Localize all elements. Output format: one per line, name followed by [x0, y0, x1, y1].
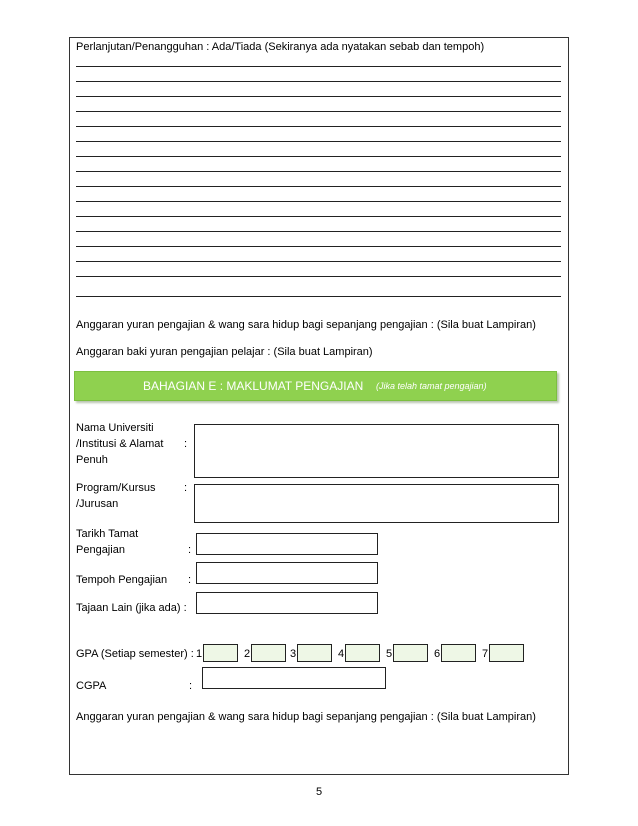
section-title: BAHAGIAN E : MAKLUMAT PENGAJIAN — [143, 379, 364, 393]
writing-line — [76, 246, 561, 247]
duration-colon: : — [188, 574, 192, 586]
writing-line — [76, 81, 561, 82]
university-input[interactable] — [194, 424, 559, 478]
gpa-semester-input[interactable] — [297, 644, 332, 662]
duration-label: Tempoh Pengajian — [76, 574, 168, 586]
gpa-semester-number: 2 — [244, 648, 251, 660]
gpa-semester-number: 4 — [338, 648, 345, 660]
sponsor-label: Tajaan Lain (jika ada) : — [76, 602, 187, 614]
writing-line — [76, 96, 561, 97]
sponsor-input[interactable] — [196, 592, 378, 614]
program-label-1: Program/Kursus — [76, 482, 156, 494]
gpa-label: GPA (Setiap semester) : — [76, 648, 194, 660]
writing-line — [76, 261, 561, 262]
graduation-date-input[interactable] — [196, 533, 378, 555]
gpa-semester-number: 3 — [290, 648, 297, 660]
page-frame — [69, 37, 569, 775]
writing-line — [76, 186, 561, 187]
graduation-label-1: Tarikh Tamat — [76, 528, 139, 540]
cgpa-colon: : — [189, 680, 193, 692]
writing-line — [76, 156, 561, 157]
footer-budget-line: Anggaran yuran pengajian & wang sara hidup bagi sepanjang pengajian : (Sila buat Lampiran) — [76, 711, 536, 723]
writing-line — [76, 201, 561, 202]
writing-line — [76, 216, 561, 217]
writing-line — [76, 171, 561, 172]
university-label-2: /Institusi & Alamat — [76, 438, 164, 450]
section-note: (Jika telah tamat pengajian) — [376, 381, 487, 391]
writing-line — [76, 141, 561, 142]
continuation-label: Perlanjutan/Penangguhan : Ada/Tiada (Sekiranya ada nyatakan sebab dan tempoh) — [76, 41, 485, 53]
graduation-label-2: Pengajian — [76, 544, 125, 556]
program-input[interactable] — [194, 484, 559, 523]
gpa-semester-input[interactable] — [251, 644, 286, 662]
program-colon: : — [184, 482, 188, 494]
writing-line — [76, 276, 561, 277]
gpa-semester-number: 6 — [434, 648, 441, 660]
page-number: 5 — [315, 786, 323, 798]
cgpa-input[interactable] — [202, 667, 386, 689]
gpa-semester-input[interactable] — [489, 644, 524, 662]
writing-line — [76, 66, 561, 67]
gpa-semester-input[interactable] — [393, 644, 428, 662]
university-colon: : — [184, 438, 188, 450]
writing-line — [76, 126, 561, 127]
university-label-3: Penuh — [76, 454, 108, 466]
gpa-semester-number: 5 — [386, 648, 393, 660]
gpa-semester-input[interactable] — [441, 644, 476, 662]
gpa-semester-input[interactable] — [345, 644, 380, 662]
budget-line: Anggaran yuran pengajian & wang sara hidup bagi sepanjang pengajian : (Sila buat Lampiran) — [76, 319, 536, 331]
graduation-colon: : — [188, 544, 192, 556]
gpa-semester-number: 1 — [196, 648, 203, 660]
gpa-semester-number: 7 — [482, 648, 489, 660]
writing-line — [76, 296, 561, 297]
balance-line: Anggaran baki yuran pengajian pelajar : (Sila buat Lampiran) — [76, 346, 373, 358]
university-label-1: Nama Universiti — [76, 422, 154, 434]
duration-input[interactable] — [196, 562, 378, 584]
writing-line — [76, 111, 561, 112]
program-label-2: /Jurusan — [76, 498, 119, 510]
gpa-semester-input[interactable] — [203, 644, 238, 662]
writing-line — [76, 231, 561, 232]
cgpa-label: CGPA — [76, 680, 107, 692]
section-banner — [74, 371, 557, 401]
